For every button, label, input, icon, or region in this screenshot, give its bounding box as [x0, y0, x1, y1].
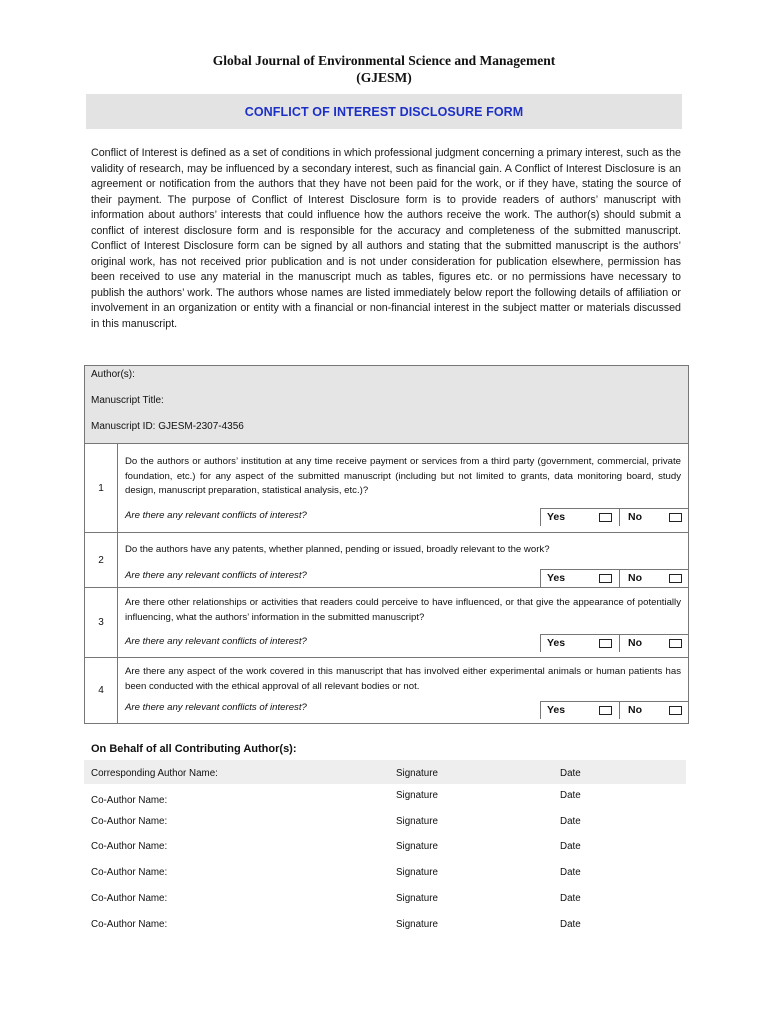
signature-field[interactable]: Signature — [396, 841, 438, 852]
question-text: Are there other relationships or activities that readers could perceive to have influenced, or that give the appearance of potentially influencing, what the authors’ information in the submitted manuscript? — [125, 597, 681, 623]
question-row-1 — [84, 444, 689, 533]
no-checkbox[interactable] — [669, 574, 682, 583]
author-name-field[interactable]: Co-Author Name: — [91, 893, 168, 904]
signature-row — [84, 867, 686, 891]
question-row-3 — [84, 588, 689, 658]
no-checkbox[interactable] — [669, 513, 682, 522]
authors-field[interactable]: Author(s): — [91, 369, 135, 380]
yes-checkbox[interactable] — [599, 574, 612, 583]
answer-options — [540, 701, 688, 719]
signature-field[interactable]: Signature — [396, 893, 438, 904]
answer-options — [540, 634, 688, 652]
conflict-prompt: Are there any relevant conflicts of interest? — [125, 510, 307, 521]
conflict-prompt: Are there any relevant conflicts of interest? — [125, 570, 307, 581]
question-row-2 — [84, 533, 689, 588]
manuscript-title-field[interactable]: Manuscript Title: — [91, 395, 164, 406]
date-field[interactable]: Date — [560, 768, 581, 779]
no-label: No — [628, 572, 642, 584]
manuscript-info-box — [84, 365, 689, 444]
journal-title: Global Journal of Environmental Science and Management — [212, 53, 556, 68]
yes-label: Yes — [547, 637, 566, 649]
yes-checkbox[interactable] — [599, 639, 612, 648]
yes-label: Yes — [547, 511, 566, 523]
signature-row — [84, 841, 686, 865]
answer-options — [540, 569, 688, 587]
no-checkbox[interactable] — [669, 706, 682, 715]
no-checkbox[interactable] — [669, 639, 682, 648]
no-label: No — [628, 704, 642, 716]
no-label: No — [628, 511, 642, 523]
question-number: 2 — [85, 533, 118, 587]
question-row-4 — [84, 658, 689, 724]
question-text: Do the authors or authors’ institution at any time receive payment or services from a third party (government, commercial, private foundation, etc.) for any aspect of the submitted manuscript (including but not limited to grants, data monitoring board, study design, manuscript preparation, statistical analysis, etc.)? — [125, 456, 681, 497]
no-label: No — [628, 637, 642, 649]
yes-label: Yes — [547, 572, 566, 584]
signature-row — [84, 893, 686, 917]
signature-row — [84, 788, 686, 812]
signature-row — [84, 760, 686, 784]
question-text: Are there any aspect of the work covered in this manuscript that has involved either experimental animals or human patients has been conducted with the ethical approval of all relevant bodies or not. — [125, 666, 681, 692]
manuscript-id: Manuscript ID: GJESM-2307-4356 — [91, 421, 244, 432]
signature-field[interactable]: Signature — [396, 816, 438, 827]
date-field[interactable]: Date — [560, 919, 581, 930]
answer-options — [540, 508, 688, 526]
question-number: 1 — [85, 444, 118, 532]
intro-paragraph: Conflict of Interest is defined as a set of conditions in which professional judgment concerning a primary interest, such as the validity of research, may be influenced by a secondary interest, such as financial gain. A Conflict of Interest Disclosure is an agreement or notification from the authors that they have not been paid for the work, or if they have, stating the source of their payment. The purpose of Conflict of Interest Disclosure form is to provide readers of authors’ manuscript with information about authors’ interests that could influence how the authors receive the work. The author(s) should submit a conflict of interest disclosure form and is responsible for the accuracy and completeness of the submitted manuscript. Conflict of Interest Disclosure form can be signed by all authors and stating that the submitted manuscript is the authors’ original work, has not received prior publication and is not under consideration for publication elsewhere, permission has been received to use any material in the manuscript much as tables, figures etc. or no permissions have necessary to publish the authors’ work. The authors whose names are listed immediately below report the following details of affiliation or involvement in an organization or entity with a financial or non-financial interest in the subject matter or materials discussed in this manuscript. — [91, 147, 681, 331]
question-text: Do the authors have any patents, whether planned, pending or issued, broadly relevant to the work? — [125, 544, 550, 555]
journal-header — [0, 52, 768, 86]
author-name-field[interactable]: Corresponding Author Name: — [91, 768, 218, 779]
question-number: 3 — [85, 588, 118, 657]
form-title-banner — [86, 94, 682, 129]
yes-checkbox[interactable] — [599, 706, 612, 715]
yes-checkbox[interactable] — [599, 513, 612, 522]
conflict-prompt: Are there any relevant conflicts of interest? — [125, 702, 307, 713]
author-name-field[interactable]: Co-Author Name: — [91, 919, 168, 930]
form-title: CONFLICT OF INTEREST DISCLOSURE FORM — [244, 104, 524, 119]
signature-row — [84, 816, 686, 840]
author-name-field[interactable]: Co-Author Name: — [91, 841, 168, 852]
author-name-field[interactable]: Co-Author Name: — [91, 816, 168, 827]
journal-abbreviation: (GJESM) — [356, 70, 412, 85]
date-field[interactable]: Date — [560, 893, 581, 904]
question-number: 4 — [85, 658, 118, 723]
conflict-prompt: Are there any relevant conflicts of interest? — [125, 636, 307, 647]
date-field[interactable]: Date — [560, 841, 581, 852]
yes-label: Yes — [547, 704, 566, 716]
date-field[interactable]: Date — [560, 867, 581, 878]
signature-field[interactable]: Signature — [396, 919, 438, 930]
author-name-field[interactable]: Co-Author Name: — [91, 867, 168, 878]
signatures-heading: On Behalf of all Contributing Author(s): — [91, 743, 297, 755]
date-field[interactable]: Date — [560, 816, 581, 827]
signature-field[interactable]: Signature — [396, 768, 438, 779]
date-field[interactable]: Date — [560, 790, 581, 801]
signature-field[interactable]: Signature — [396, 790, 438, 801]
author-name-field[interactable]: Co-Author Name: — [91, 795, 168, 806]
signature-row — [84, 919, 686, 943]
signature-field[interactable]: Signature — [396, 867, 438, 878]
